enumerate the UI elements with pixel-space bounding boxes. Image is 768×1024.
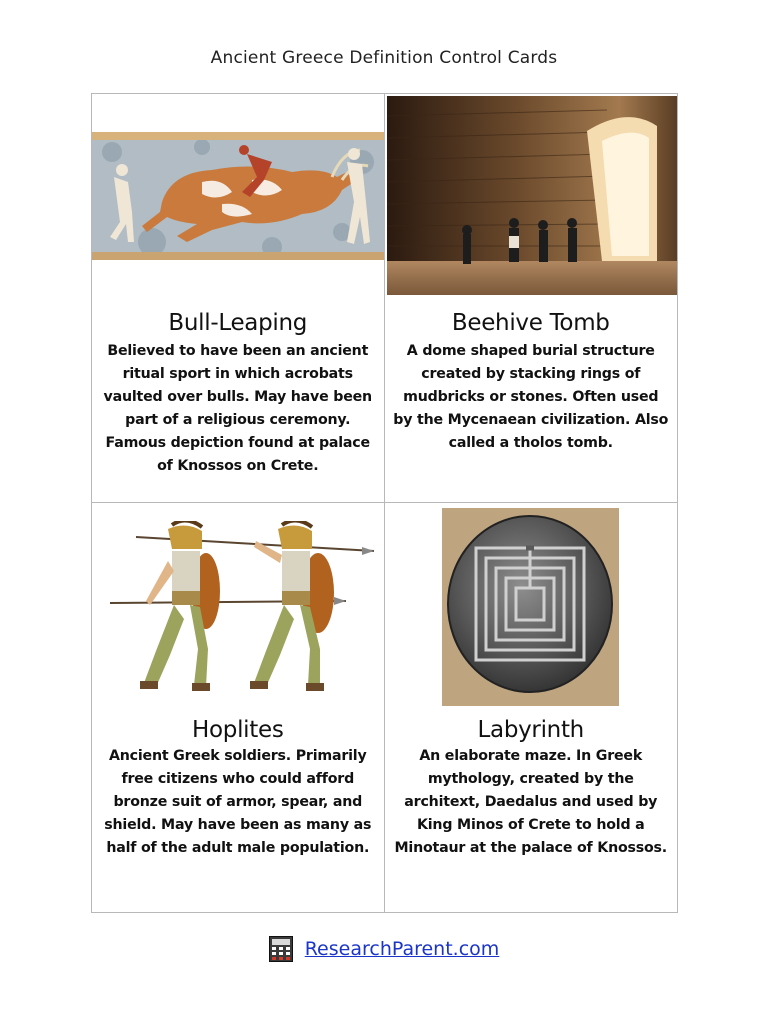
- card-title: Hoplites: [192, 717, 284, 743]
- card-title: Bull-Leaping: [168, 310, 308, 336]
- bull-leaping-fresco-image: [92, 132, 385, 260]
- research-parent-link[interactable]: ResearchParent.com: [304, 938, 500, 960]
- card-grid: [91, 93, 678, 913]
- card-title: Labyrinth: [477, 717, 584, 743]
- card-labyrinth: [385, 503, 678, 912]
- card-definition: Ancient Greek soldiers. Primarily free citizens who could afford bronze suit of armor, spear, and shield. May have been as many as half of the adult male population.: [104, 748, 372, 856]
- page-title: Ancient Greece Definition Control Cards: [210, 48, 558, 68]
- card-bull-leaping: [92, 94, 385, 503]
- card-title: Beehive Tomb: [451, 310, 610, 336]
- card-beehive-tomb: [385, 94, 678, 503]
- card-definition: A dome shaped burial structure created by stacking rings of mudbricks or stones. Often used by the Mycenaean civilization. Also called a tholos tomb.: [393, 343, 669, 451]
- card-hoplites: [92, 503, 385, 912]
- card-definition: Believed to have been an ancient ritual sport in which acrobats vaulted over bulls. May have been part of a religious ceremony. Famous depiction found at palace of Knossos on Crete.: [103, 343, 372, 474]
- card-definition: An elaborate maze. In Greek mythology, created by the architext, Daedalus and used by King Minos of Crete to hold a Minotaur at the palace of Knossos.: [394, 748, 667, 856]
- footer: [0, 934, 768, 964]
- labyrinth-coin-photo-image: [442, 508, 619, 706]
- beehive-tomb-photo-image: [387, 96, 677, 295]
- calculator-icon: [269, 936, 293, 962]
- hoplite-soldiers-illustration-image: [106, 521, 376, 703]
